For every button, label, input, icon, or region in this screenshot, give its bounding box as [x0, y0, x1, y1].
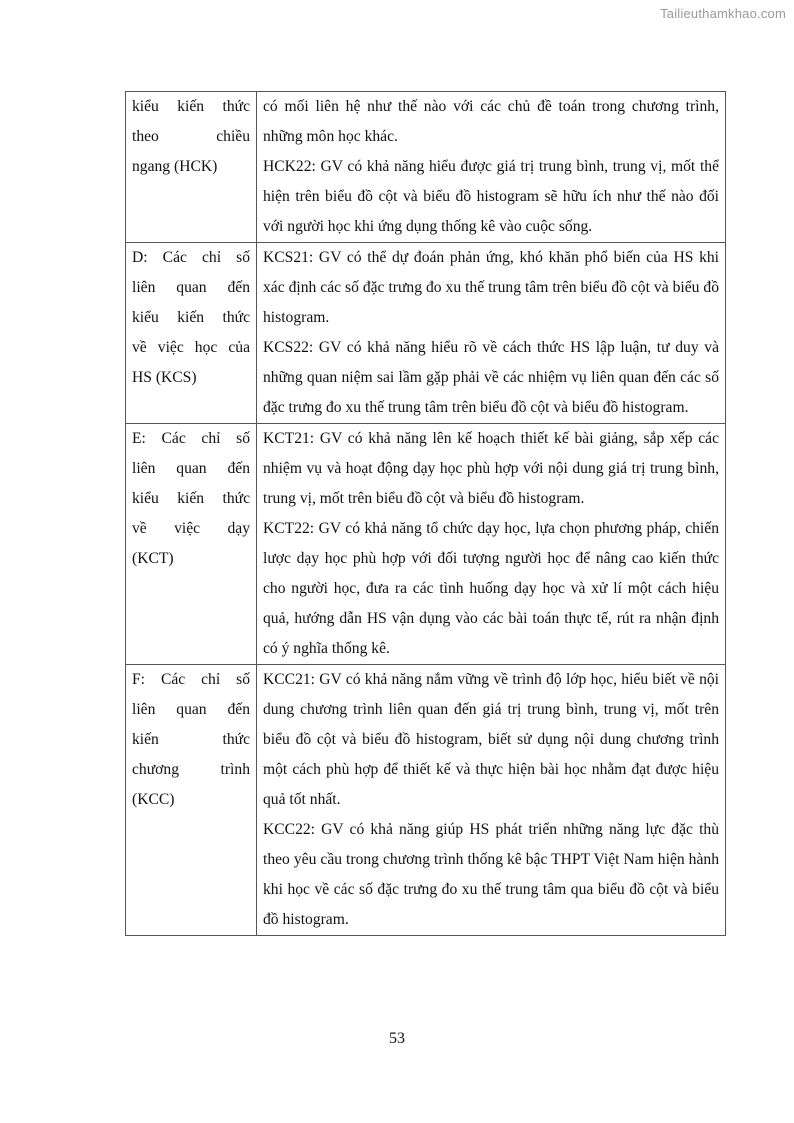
category-line: kiểu kiến thức	[132, 490, 250, 507]
category-line: kiến thức	[132, 731, 250, 748]
description-paragraph: KCC22: GV có khả năng giúp HS phát triển những năng lực đặc thù theo yêu cầu trong chương trình thống kê bậc THPT Việt Nam hiện hành khi học về các số đặc trưng đo xu thế trung tâm qua biểu đồ cột và biểu đồ histogram.	[263, 821, 719, 928]
category-line: liên quan đến	[132, 279, 250, 296]
page-number: 53	[389, 1030, 405, 1047]
table-row	[126, 92, 726, 243]
category-line: chương trình	[132, 761, 250, 778]
description-paragraph: HCK22: GV có khả năng hiểu được giá trị trung bình, trung vị, mốt thể hiện trên biểu đồ cột và biểu đồ histogram sẽ hữu ích như thế nào đối với người học khi ứng dụng thống kê vào cuộc sống.	[263, 158, 719, 235]
category-line: liên quan đến	[132, 460, 250, 477]
category-cell	[126, 92, 257, 243]
category-line: D: Các chỉ số	[132, 249, 250, 266]
category-line: E: Các chỉ số	[132, 430, 250, 447]
category-line: liên quan đến	[132, 701, 250, 718]
watermark: Tailieuthamkhao.com	[660, 6, 786, 21]
table-row	[126, 243, 726, 424]
category-line: về việc học của	[132, 339, 250, 356]
category-line: về việc dạy	[132, 520, 250, 537]
category-line: kiểu kiến thức	[132, 98, 250, 115]
category-line: theo chiều	[132, 128, 250, 145]
criteria-table	[125, 91, 726, 936]
category-line: (KCC)	[132, 791, 175, 808]
description-cell	[257, 92, 726, 243]
category-line: ngang (HCK)	[132, 158, 218, 175]
table-row	[126, 424, 726, 665]
description-paragraph: có mối liên hệ như thế nào với các chủ đề toán trong chương trình, những môn học khác.	[263, 98, 719, 145]
category-line: F: Các chỉ số	[132, 671, 250, 688]
category-line: kiểu kiến thức	[132, 309, 250, 326]
description-paragraph: KCT22: GV có khả năng tổ chức dạy học, lựa chọn phương pháp, chiến lược dạy học phù hợp với đối tượng người học để nâng cao kiến thức cho người học, đưa ra các tình huống dạy học và xử lí một cách hiệu quả, hướng dẫn HS vận dụng vào các bài toán thực tế, rút ra nhận định có ý nghĩa thống kê.	[263, 520, 719, 657]
table-row	[126, 665, 726, 936]
description-paragraph: KCT21: GV có khả năng lên kế hoạch thiết kế bài giảng, sắp xếp các nhiệm vụ và hoạt động dạy học phù hợp với nội dung giá trị trung bình, trung vị, mốt trên biểu đồ cột và biểu đồ histogram.	[263, 430, 719, 507]
category-cell	[126, 424, 257, 665]
category-line: (KCT)	[132, 550, 174, 567]
category-cell	[126, 243, 257, 424]
description-cell	[257, 424, 726, 665]
category-cell	[126, 665, 257, 936]
description-cell	[257, 243, 726, 424]
category-line: HS (KCS)	[132, 369, 197, 386]
description-cell	[257, 665, 726, 936]
description-paragraph: KCS21: GV có thể dự đoán phản ứng, khó khăn phổ biến của HS khi xác định các số đặc trưng đo xu thế trung tâm trên biểu đồ cột và biểu đồ histogram.	[263, 249, 719, 326]
description-paragraph: KCC21: GV có khả năng nắm vững về trình độ lớp học, hiểu biết về nội dung chương trình liên quan đến giá trị trung bình, trung vị, mốt trên biểu đồ cột và biểu đồ histogram, biết sử dụng nội dung chương trình một cách phù hợp để thiết kế và thực hiện bài học nhằm đạt được hiệu quả tốt nhất.	[263, 671, 719, 808]
description-paragraph: KCS22: GV có khả năng hiểu rõ về cách thức HS lập luận, tư duy và những quan niệm sai lầm gặp phải về các nhiệm vụ liên quan đến các số đặc trưng đo xu thế trung tâm trên biểu đồ cột và biểu đồ histogram.	[263, 339, 719, 416]
